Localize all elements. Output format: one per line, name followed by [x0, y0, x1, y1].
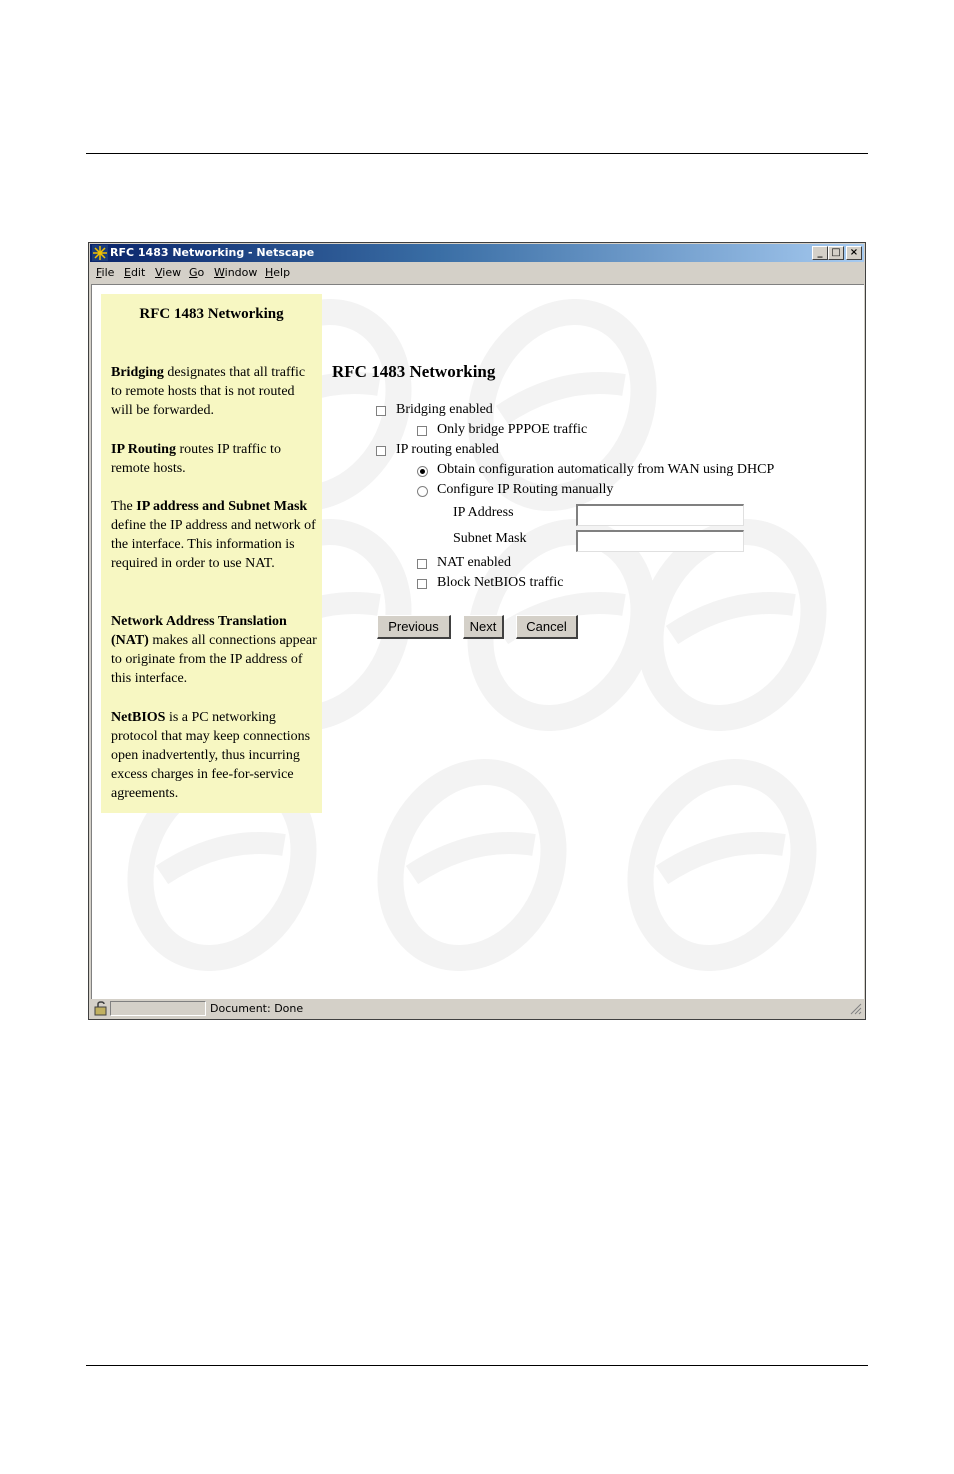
- status-bar: [90, 1000, 864, 1018]
- manual-label: Configure IP Routing manually: [437, 482, 614, 497]
- next-button[interactable]: Next: [463, 615, 504, 639]
- bridging-label: Bridging enabled: [396, 402, 493, 417]
- menu-view[interactable]: View: [155, 266, 182, 279]
- help-ip-routing: IP Routing routes IP traffic to remote hosts.: [111, 442, 281, 476]
- menu-edit[interactable]: Edit: [124, 266, 146, 279]
- ip-routing-label: IP routing enabled: [396, 442, 499, 457]
- menu-help[interactable]: Help: [265, 266, 291, 279]
- maximize-button[interactable]: □: [828, 246, 844, 260]
- page-rule-bottom: [86, 1365, 868, 1366]
- subnet-mask-label: Subnet Mask: [453, 531, 527, 546]
- menu-bar: [90, 263, 864, 283]
- page-content: [91, 284, 864, 999]
- menu-file[interactable]: File: [96, 266, 115, 279]
- dhcp-radio[interactable]: [417, 466, 428, 477]
- lock-icon[interactable]: [93, 1001, 109, 1016]
- nat-checkbox[interactable]: [417, 559, 427, 569]
- help-nat: Network Address Translation (NAT) makes all connections appear to originate from the IP address of this interface.: [111, 614, 317, 686]
- minimize-button[interactable]: _: [812, 246, 828, 260]
- nat-label: NAT enabled: [437, 555, 511, 570]
- subnet-mask-input[interactable]: [576, 530, 744, 552]
- netscape-icon: [92, 245, 108, 261]
- help-bridging: Bridging designates that all traffic to remote hosts that is not routed will be forwarded.: [111, 365, 306, 418]
- dhcp-label: Obtain configuration automatically from WAN using DHCP: [437, 462, 775, 477]
- resize-grip-icon[interactable]: [850, 1003, 862, 1015]
- help-title: RFC 1483 Networking: [139, 306, 284, 322]
- menu-window[interactable]: Window: [214, 266, 258, 279]
- ip-routing-checkbox[interactable]: [376, 446, 386, 456]
- netbios-label: Block NetBIOS traffic: [437, 575, 564, 590]
- close-button[interactable]: ×: [846, 246, 862, 260]
- window-title: RFC 1483 Networking - Netscape: [110, 246, 315, 259]
- previous-button[interactable]: Previous: [377, 615, 451, 639]
- status-text: Document: Done: [210, 1002, 304, 1015]
- title-bar[interactable]: [90, 244, 864, 262]
- pppoe-label: Only bridge PPPOE traffic: [437, 422, 588, 437]
- pppoe-checkbox[interactable]: [417, 426, 427, 436]
- status-progress: [110, 1001, 206, 1016]
- help-panel: [101, 294, 322, 813]
- manual-radio[interactable]: [417, 486, 428, 497]
- help-netbios: NetBIOS is a PC networking protocol that may keep connections open inadvertently, thus incurring excess charges in fee-for-service agreements.: [111, 710, 311, 801]
- help-ip-address: The IP address and Subnet Mask define the IP address and network of the interface. This information is required in order to use NAT.: [111, 499, 316, 571]
- browser-window: [88, 242, 866, 1020]
- ip-address-input[interactable]: [576, 504, 744, 526]
- form-title: RFC 1483 Networking: [332, 362, 496, 381]
- page-rule-top: [86, 153, 868, 154]
- bridging-checkbox[interactable]: [376, 406, 386, 416]
- ip-address-label: IP Address: [453, 505, 514, 520]
- menu-go[interactable]: Go: [189, 266, 205, 279]
- cancel-button[interactable]: Cancel: [516, 615, 578, 639]
- netbios-checkbox[interactable]: [417, 579, 427, 589]
